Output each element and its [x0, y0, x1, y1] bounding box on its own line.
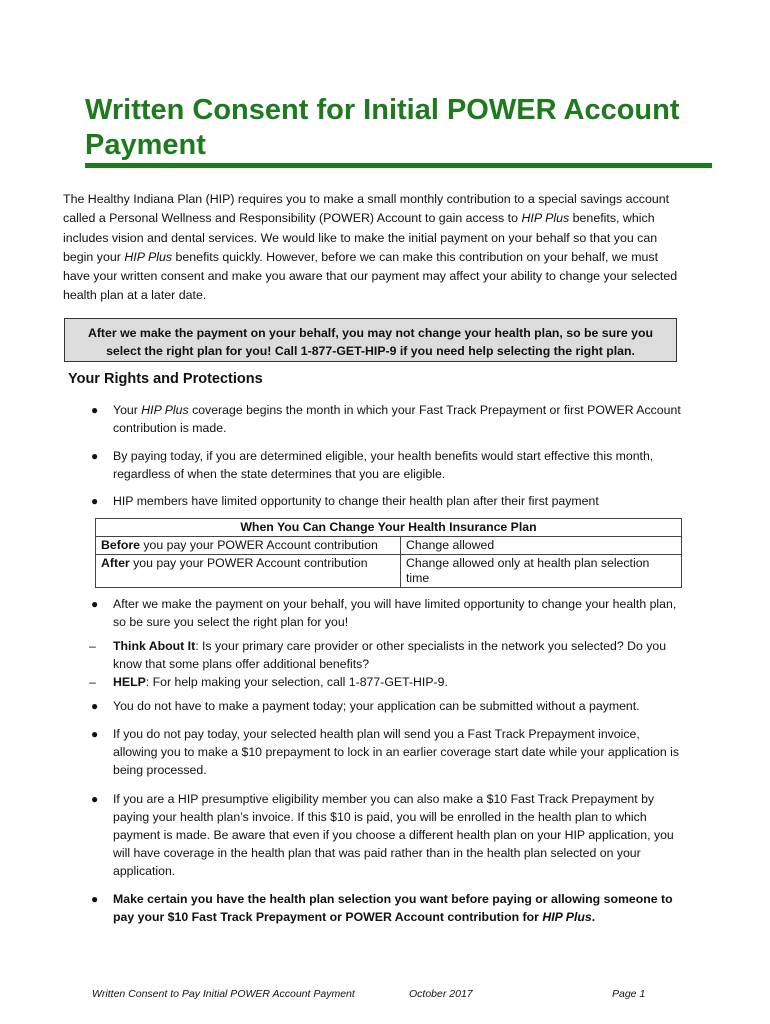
list-item-paying-today: ● By paying today, if you are determined eligible, your health benefits would start effective this month, regardless of when the state determines that you are eligible. [91, 449, 654, 481]
intro-text-3: benefits quickly. However, before we can make this contribution on your behalf, we must have your written consent and make you aware that our payment may affect your ability to change your selected health plan at a later date. [63, 249, 678, 303]
callout-line-1: After we make the payment on your behalf, you may not change your health plan, so be sure you [87, 326, 654, 340]
page-title: Written Consent for Initial POWER Account Payment [85, 94, 680, 161]
list-item-fast-track-invoice: ● If you do not pay today, your selected health plan will send you a Fast Track Prepayment invoice, allowing you to make a $10 prepayment to lock in an earlier coverage start date while your application is being processed. [91, 727, 679, 777]
list-item-think-about-it: – Think About It: Is your primary care provider or other specialists in the network you selected? Do you know that some plans offer additional benefits? [89, 639, 667, 671]
table-row [96, 537, 682, 555]
bullet-icon: ● [91, 727, 99, 741]
footer-page-number: Page 1 [612, 988, 646, 1000]
intro-text-2: benefits, which includes vision and dental services. We would like to make the initial payment on your behalf so that you can begin your [63, 211, 658, 264]
list-item-make-certain: ● Make certain you have the health plan selection you want before paying or allowing someone to pay your $10 Fast Track Prepayment or POWER Account contribution for HIP Plus. [91, 892, 673, 924]
footer-document-title: Written Consent to Pay Initial POWER Account Payment [92, 988, 355, 1000]
section-heading-rights: Your Rights and Protections [68, 371, 263, 387]
list-item-coverage-begins: ● Your HIP Plus coverage begins the month in which your Fast Track Prepayment or first POWER Account contribution is made. [91, 403, 681, 435]
table-cell-condition: After you pay your POWER Account contribution [96, 555, 401, 588]
bullet-icon: ● [91, 403, 99, 417]
list-item-limited-opportunity: ● HIP members have limited opportunity to change their health plan after their first payment [91, 494, 599, 508]
list-item-no-payment-required: ● You do not have to make a payment today; your application can be submitted without a payment. [91, 699, 640, 713]
footer-date: October 2017 [409, 988, 473, 1000]
title-rule [85, 163, 712, 168]
intro-paragraph [63, 190, 683, 306]
change-plan-table [95, 518, 682, 588]
bullet-icon: ● [91, 449, 99, 463]
intro-hip-plus-1: HIP Plus [521, 211, 570, 226]
bullet-icon: ● [91, 494, 99, 508]
dash-icon: – [89, 675, 96, 689]
intro-hip-plus-2: HIP Plus [124, 249, 173, 264]
bullet-icon: ● [91, 699, 99, 713]
bullet-icon: ● [91, 792, 99, 806]
intro-text-1: The Healthy Indiana Plan (HIP) requires you to make a small monthly contribution to a special savings account called a Personal Wellness and Responsibility (POWER) Account to gain access to [63, 192, 670, 226]
list-item-help: – HELP: For help making your selection, call 1-877-GET-HIP-9. [89, 675, 448, 689]
table-cell-condition: Before you pay your POWER Account contribution [96, 537, 401, 555]
table-cell-value: Change allowed [401, 537, 682, 555]
callout-line-2: select the right plan for you! Call 1-877-GET-HIP-9 if you need help selecting the right plan. [106, 344, 635, 358]
dash-icon: – [89, 639, 96, 653]
table-row [96, 555, 682, 588]
list-item-presumptive-eligibility: ● If you are a HIP presumptive eligibility member you can also make a $10 Fast Track Prepayment by paying your health plan’s invoice. If this $10 is paid, you will be enrolled in the health plan to which payment is made. Be aware that even if you choose a different health plan on your HIP application, you will have coverage in the health plan that was paid rather than in the health plan selected on your application. [91, 792, 674, 878]
table-cell-value: Change allowed only at health plan selection time [401, 555, 682, 588]
table-header-row [96, 519, 682, 537]
payment-callout-box [64, 318, 677, 362]
table-header: When You Can Change Your Health Insurance Plan [96, 519, 682, 537]
list-item-after-payment: ● After we make the payment on your behalf, you will have limited opportunity to change your health plan, so be sure you select the right plan for you! [91, 597, 677, 629]
bullet-icon: ● [91, 892, 99, 906]
bullet-icon: ● [91, 597, 99, 611]
